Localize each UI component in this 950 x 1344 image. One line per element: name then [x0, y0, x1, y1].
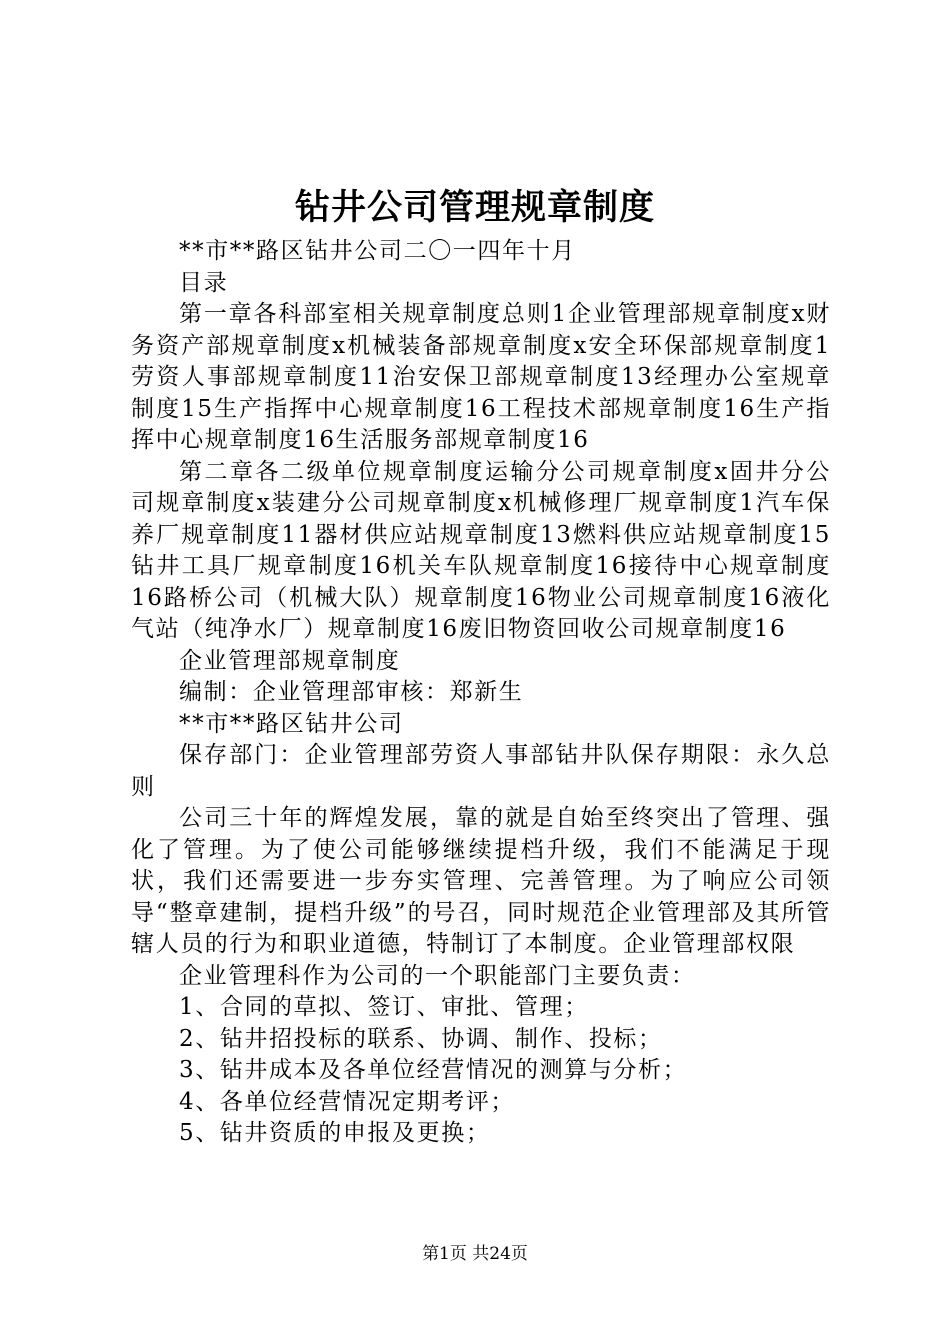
- toc-chapter-1: 第一章各科部室相关规章制度总则1企业管理部规章制度x财务资产部规章制度x机械装备部规章制度x安全环保部规章制度1劳资人事部规章制度11治安保卫部规章制度13经理办公室规章制度15生产指挥中心规章制度16工程技术部规章制度16生产指挥中心规章制度16生活服务部规章制度16: [131, 301, 831, 453]
- duty-item: 1、合同的草拟、签订、审批、管理；: [179, 994, 589, 1020]
- duty-item: 2、钻井招投标的联系、协调、制作、投标；: [179, 1025, 663, 1052]
- editor-line: 编制：企业管理部审核：郑新生: [179, 679, 524, 705]
- storage-line: 保存部门：企业管理部劳资人事部钻井队保存期限：永久总则: [131, 742, 831, 800]
- company-line: **市**路区钻井公司: [179, 710, 404, 737]
- page-footer: 第1页 共24页: [422, 1244, 528, 1264]
- section-heading: 企业管理部规章制度: [179, 647, 401, 674]
- general-paragraph: 公司三十年的辉煌发展，靠的就是自始至终突出了管理、强化了管理。为了使公司能够继续提档升级，我们不能满足于现状，我们还需要进一步夯实管理、完善管理。为了响应公司领导“整章建制，提档升级”的号召，同时规范企业管理部及其所管辖人员的行为和职业道德，特制订了本制度。企业管理部权限: [131, 805, 831, 957]
- document-title: 钻井公司管理规章制度: [294, 187, 655, 228]
- toc-chapter-2: 第二章各二级单位规章制度运输分公司规章制度x固井分公司规章制度x装建分公司规章制度x机械修理厂规章制度1汽车保养厂规章制度11器材供应站规章制度13燃料供应站规章制度15钻井工具厂规章制度16机关车队规章制度16接待中心规章制度16路桥公司（机械大队）规章制度16物业公司规章制度16液化气站（纯净水厂）规章制度16废旧物资回收公司规章制度16: [131, 458, 831, 642]
- duty-item: 5、钻井资质的申报及更换；: [179, 1120, 491, 1146]
- date-line: **市**路区钻井公司二〇一四年十月: [179, 238, 576, 264]
- duty-item: 3、钻井成本及各单位经营情况的测算与分析；: [179, 1057, 688, 1083]
- duty-item: 4、各单位经营情况定期考评；: [179, 1088, 516, 1115]
- duties-intro: 企业管理科作为公司的一个职能部门主要负责：: [179, 962, 696, 989]
- document-body: [131, 236, 831, 1150]
- toc-heading: 目录: [179, 269, 229, 296]
